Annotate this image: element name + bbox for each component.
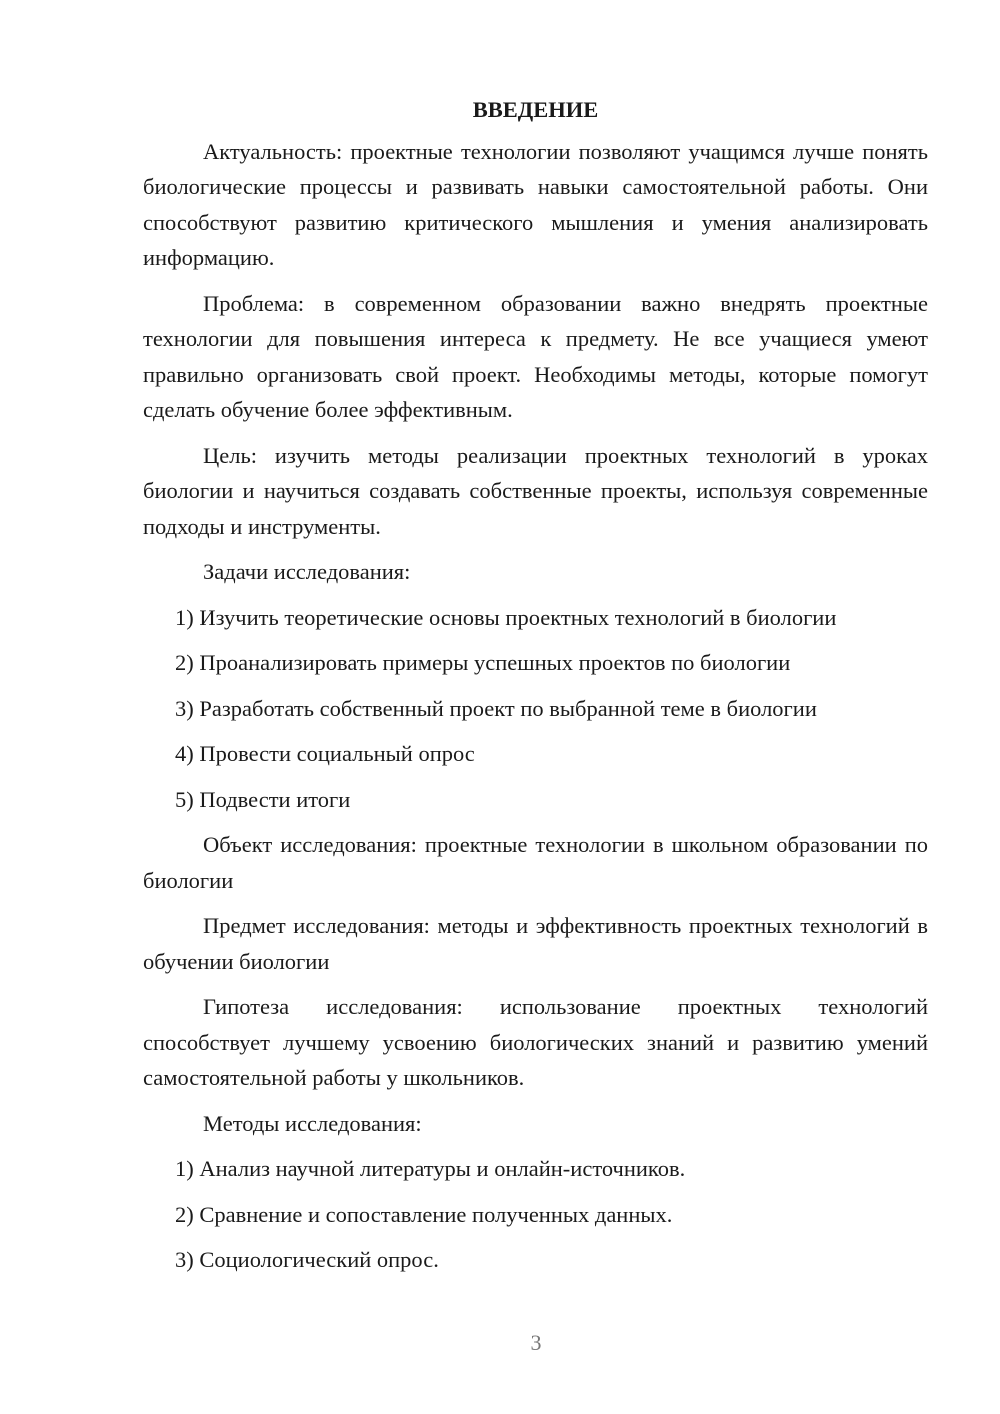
- problem-paragraph: Проблема: в современном образовании важно внедрять проектные технологии для повышения интереса к предмету. Не все учащиеся умеют правильно организовать свой проект. Необходимы методы, которые помогут сделать обучение более эффективным.: [143, 290, 928, 422]
- page-number: 3: [530, 1330, 542, 1355]
- tasks-heading: Задачи исследования:: [203, 559, 411, 584]
- page-title: ВВЕДЕНИЕ: [472, 97, 599, 122]
- relevance-paragraph: Актуальность: проектные технологии позволяют учащимся лучше понять биологические процессы и развивать навыки самостоятельной работы. Они способствуют развитию критического мышления и умения анализировать информацию.: [143, 138, 928, 270]
- hypothesis-paragraph: Гипотеза исследования: использование проектных технологий способствует лучшему усвоению биологических знаний и развитию умений самостоятельной работы у школьников.: [143, 994, 928, 1090]
- method-item: 2) Сравнение и сопоставление полученных данных.: [175, 1201, 673, 1227]
- method-item: 1) Анализ научной литературы и онлайн-источников.: [175, 1156, 686, 1181]
- subject-paragraph: Предмет исследования: методы и эффективность проектных технологий в обучении биологии: [143, 913, 928, 974]
- task-item: 5) Подвести итоги: [175, 786, 351, 812]
- page-content: [143, 92, 928, 1288]
- tasks-list: [143, 600, 928, 818]
- methods-list: [143, 1151, 928, 1278]
- task-item: 1) Изучить теоретические основы проектных технологий в биологии: [175, 604, 837, 630]
- method-item: 3) Социологический опрос.: [175, 1247, 439, 1272]
- goal-paragraph: Цель: изучить методы реализации проектных технологий в уроках биологии и научиться создавать собственные проекты, используя современные подходы и инструменты.: [143, 442, 928, 539]
- methods-heading: Методы исследования:: [203, 1110, 422, 1136]
- object-paragraph: Объект исследования: проектные технологии в школьном образовании по биологии: [143, 832, 928, 893]
- task-item: 2) Проанализировать примеры успешных проектов по биологии: [175, 650, 791, 675]
- task-item: 4) Провести социальный опрос: [175, 741, 475, 766]
- task-item: 3) Разработать собственный проект по выбранной теме в биологии: [175, 695, 817, 721]
